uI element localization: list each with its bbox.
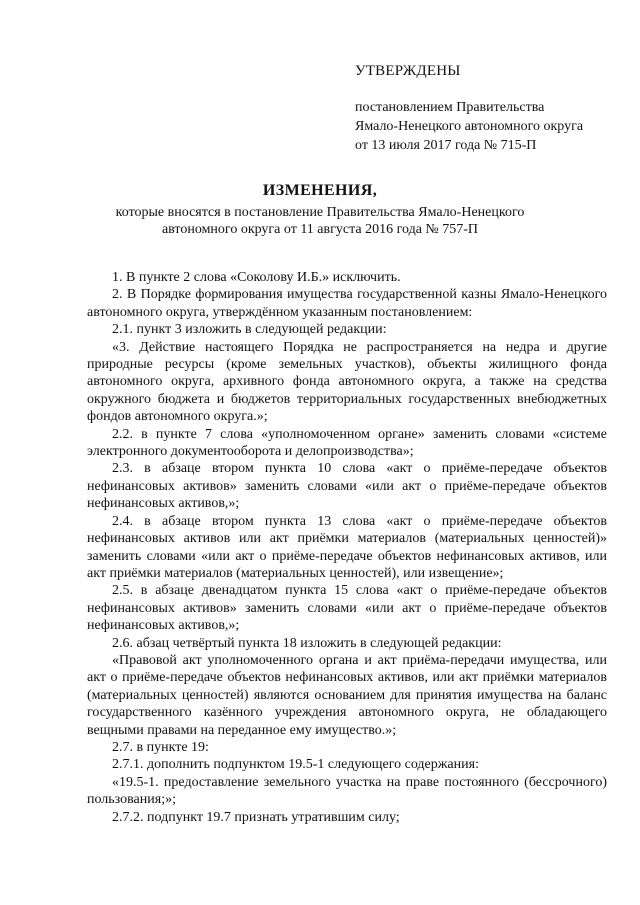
document-subtitle-line-2: автономного округа от 11 августа 2016 года № 757-П (161, 222, 479, 237)
paragraph: 1. В пункте 2 слова «Соколову И.Б.» исключить. (112, 270, 401, 285)
approval-heading: УТВЕРЖДЕНЫ (355, 63, 461, 79)
document-subtitle-line-1: которые вносятся в постановление Правительства Ямало-Ненецкого (115, 205, 525, 220)
paragraph: 2.7. в пункте 19: (112, 739, 209, 755)
document-title: ИЗМЕНЕНИЯ, (262, 182, 378, 199)
paragraph: 2.2. в пункте 7 слова «уполномоченном органе» заменить словами «системе электронного документооборота и делопроизводства»; (87, 426, 607, 460)
approval-line-2: Ямало-Ненецкого автономного округа (355, 119, 584, 134)
paragraph: 2.7.2. подпункт 19.7 признать утратившим силу; (112, 809, 400, 825)
document-body (87, 269, 607, 826)
paragraph: 2.4. в абзаце втором пункта 13 слова «акт о приёме-передаче объектов нефинансовых активов или акт приёмки материалов (материальных ценностей)» заменить словами «или акт о приёме-передаче объектов нефинансовых активов, или акт приёмки материалов (материальных ценностей), или извещение»; (87, 513, 607, 581)
paragraph: 2.5. в абзаце двенадцатом пункта 15 слова «акт о приёме-передаче объектов нефинансовых активов» заменить словами «или акт о приёме-передаче объектов нефинансовых активов,»; (87, 583, 607, 634)
paragraph: 2. В Порядке формирования имущества государственной казны Ямало-Ненецкого автономного округа, утверждённом указанным постановлением: (87, 287, 607, 320)
paragraph: 2.7.1. дополнить подпунктом 19.5-1 следующего содержания: (112, 757, 479, 773)
paragraph: 2.1. пункт 3 изложить в следующей редакции: (112, 322, 387, 338)
approval-line-1: постановлением Правительства (355, 100, 545, 115)
paragraph: «3. Действие настоящего Порядка не распространяется на недра и другие природные ресурсы (кроме земельных участков), объекты жилищного фонда автономного округа, архивного фонда автономного округа, а также на средства окружного бюджета и бюджетов территориальных государственных внебюджетных фондов автономного округа.»; (87, 339, 607, 425)
paragraph: 2.6. абзац четвёртый пункта 18 изложить в следующей редакции: (112, 635, 502, 651)
paragraph: «Правовой акт уполномоченного органа и акт приёма-передачи имущества, или акт о приёме-передаче объектов нефинансовых активов, или акт приёмки материалов (материальных ценностей) являются основанием для принятия имущества на баланс государственного казённого учреждения автономного округа, не обладающего вещными правами на переданное ему имущество.»; (87, 652, 607, 738)
paragraph: «19.5-1. предоставление земельного участка на праве постоянного (бессрочного) пользования;»; (87, 774, 607, 808)
paragraph: 2.3. в абзаце втором пункта 10 слова «акт о приёме-передаче объектов нефинансовых активов» заменить словами «или акт о приёме-передаче объектов нефинансовых активов,»; (87, 461, 607, 512)
approval-line-3: от 13 июля 2017 года № 715-П (355, 138, 537, 153)
